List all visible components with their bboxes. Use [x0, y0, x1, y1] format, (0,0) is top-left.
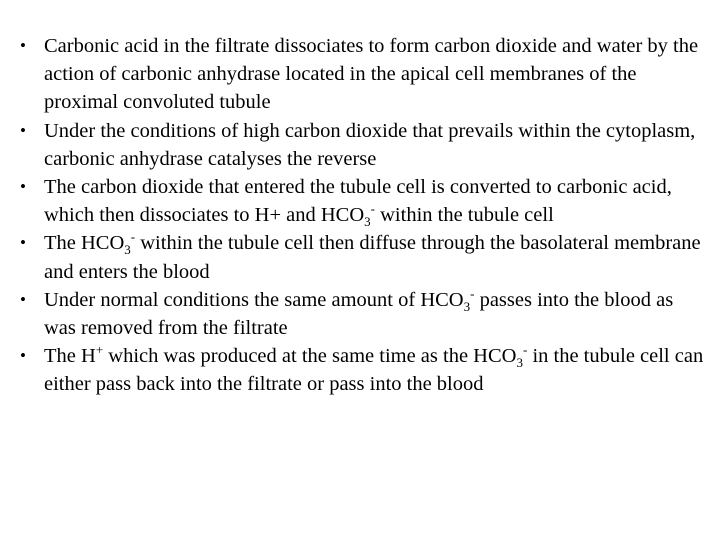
bullet-text: The carbon dioxide that entered the tubule cell is converted to carbonic acid, which then dissociates to H+ and HCO	[44, 176, 677, 227]
subscript: 3	[124, 242, 131, 258]
bullet-text: Carbonic acid in the filtrate dissociates to form carbon dioxide and water by the action of carbonic anhydrase located in the apical cell membranes of the proximal convoluted tubule	[44, 35, 704, 114]
bullet-list	[14, 32, 709, 399]
superscript: +	[95, 342, 104, 358]
bullet-marker: •	[20, 36, 26, 55]
superscript: -	[130, 229, 136, 245]
bullet-text-end: in the tubule cell can either pass back into the filtrate or pass into the blood	[44, 345, 709, 396]
bullet-item-2	[14, 117, 704, 173]
bullet-item-3	[14, 173, 704, 229]
bullet-marker: •	[20, 233, 26, 253]
subscript: 3	[463, 298, 471, 314]
bullet-marker: •	[20, 120, 26, 140]
bullet-text: The HCO	[44, 232, 125, 255]
bullet-item-1	[14, 32, 704, 117]
subscript: 3	[516, 355, 523, 371]
superscript: -	[370, 201, 375, 217]
bullet-marker: •	[20, 177, 26, 197]
bullet-item-4	[14, 229, 704, 285]
bullet-marker: •	[20, 346, 26, 366]
superscript: -	[522, 342, 528, 358]
bullet-text: Under the conditions of high carbon dioxide that prevails within the cytoplasm, carbonic anhydrase catalyses the reverse	[44, 119, 701, 170]
bullet-text-continued: within the tubule cell then diffuse through the basolateral membrane and enters the blood	[44, 232, 706, 283]
subscript: 3	[364, 214, 371, 230]
bullet-item-6	[14, 342, 709, 398]
bullet-text-continued: which was produced at the same time as the HCO	[103, 345, 517, 368]
bullet-text-continued: passes into the blood as was removed from the filtrate	[44, 288, 679, 340]
bullet-text-continued: within the tubule cell	[375, 204, 554, 227]
bullet-text: The H	[44, 345, 96, 368]
bullet-marker: •	[20, 289, 26, 309]
bullet-item-5	[14, 286, 704, 342]
bullet-text: Under normal conditions the same amount of HCO	[44, 288, 464, 311]
superscript: -	[470, 285, 475, 301]
